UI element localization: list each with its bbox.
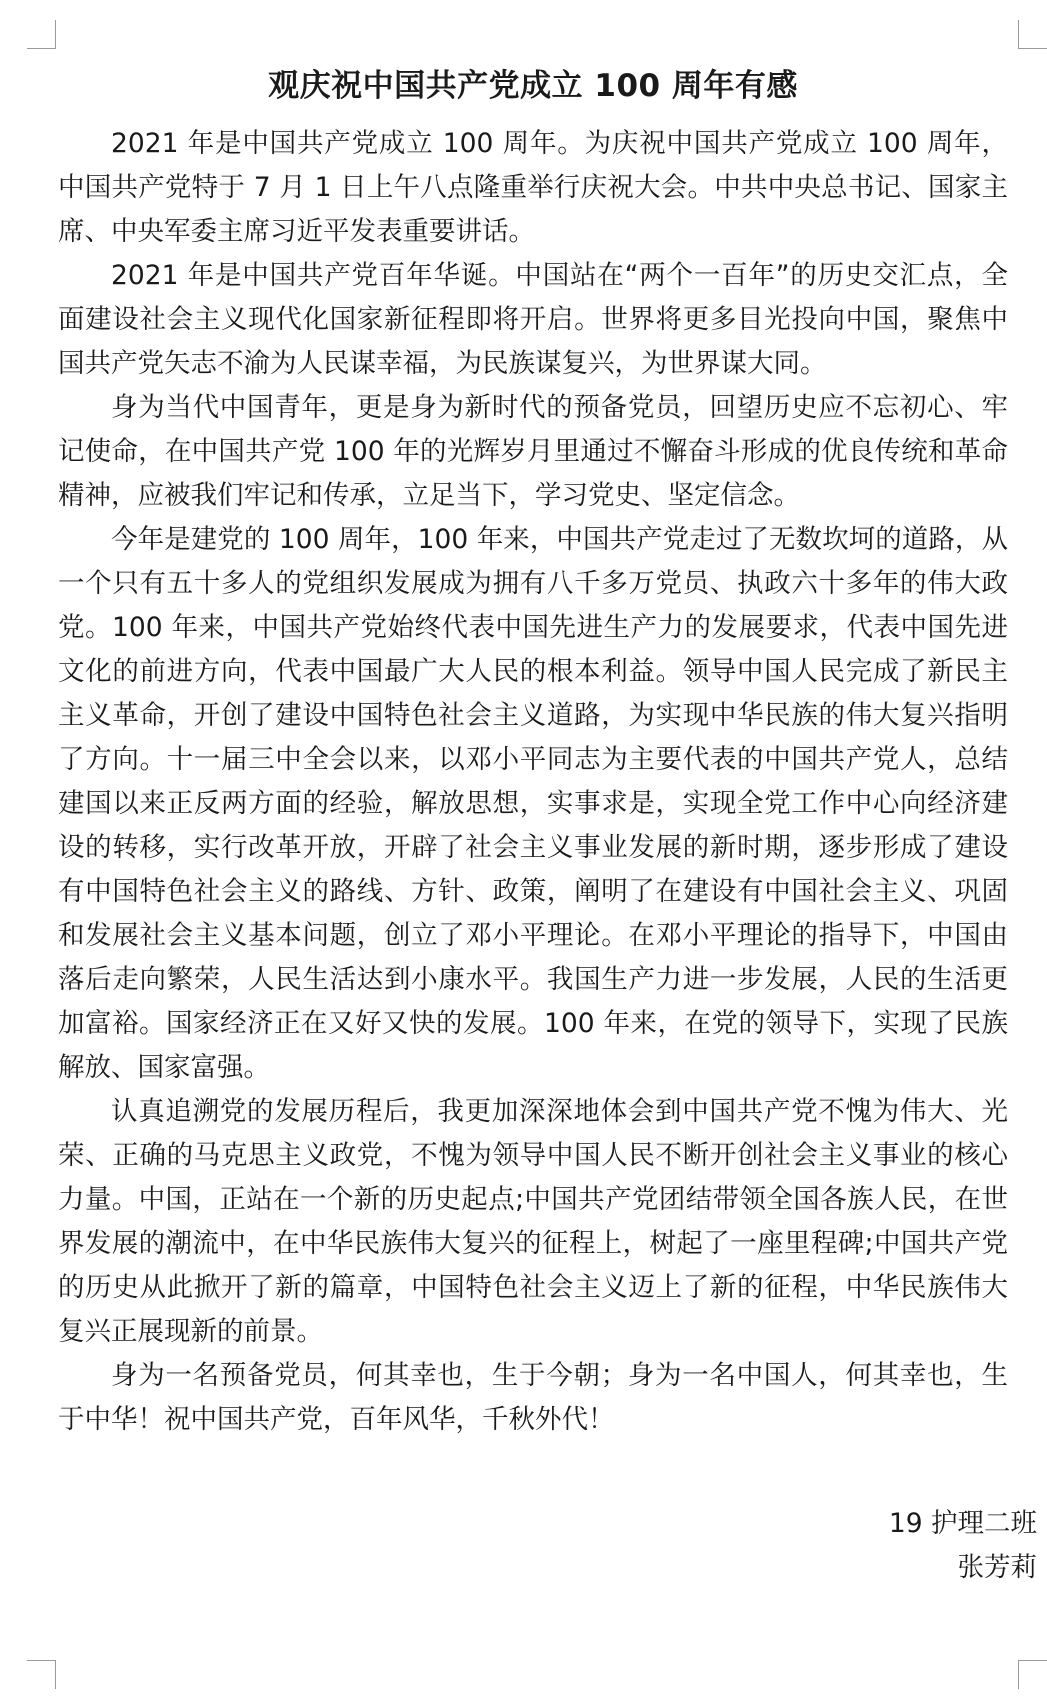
signature-author: 张芳莉 [957,1552,1037,1583]
document-body [58,122,1008,1442]
paragraph-2: 2021 年是中国共产党百年华诞。中国站在“两个一百年”的历史交汇点，全面建设社会主义现代化国家新征程即将开启。世界将更多目光投向中国，聚焦中国共产党矢志不渝为人民谋幸福，为民族谋复兴，为世界谋大同。 [58,260,1008,379]
paragraph-4: 今年是建党的 100 周年，100 年来，中国共产党走过了无数坎坷的道路，从一个只有五十多人的党组织发展成为拥有八千多万党员、执政六十多年的伟大政党。100 年来，中国共产党始终代表中国先进生产力的发展要求，代表中国先进文化的前进方向，代表中国最广大人民的根本利益。领导中国人民完成了新民主主义革命，开创了建设中国特色社会主义道路，为实现中华民族的伟大复兴指明了方向。十一届三中全会以来，以邓小平同志为主要代表的中国共产党人，总结建国以来正反两方面的经验，解放思想，实事求是，实现全党工作中心向经济建设的转移，实行改革开放，开辟了社会主义事业发展的新时期，逐步形成了建设有中国特色社会主义的路线、方针、政策，阐明了在建设有中国社会主义、巩固和发展社会主义基本问题，创立了邓小平理论。在邓小平理论的指导下，中国由落后走向繁荣，人民生活达到小康水平。我国生产力进一步发展，人民的生活更加富裕。国家经济正在又好又快的发展。100 年来，在党的领导下，实现了民族解放、国家富强。 [58,524,1008,1083]
signature-class: 19 护理二班 [888,1508,1037,1539]
paragraph-6: 身为一名预备党员，何其幸也，生于今朝；身为一名中国人，何其幸也，生于中华！祝中国共产党，百年风华，千秋外代！ [58,1360,1008,1435]
paragraph-1: 2021 年是中国共产党成立 100 周年。为庆祝中国共产党成立 100 周年，中国共产党特于 7 月 1 日上午八点隆重举行庆祝大会。中共中央总书记、国家主席、中央军委主席习近平发表重要讲话。 [58,128,1008,247]
crop-mark-top-right [1018,20,1047,49]
document-title: 观庆祝中国共产党成立 100 周年有感 [268,68,798,104]
signature-block [0,1502,1047,1590]
paragraph-5: 认真追溯党的发展历程后，我更加深深地体会到中国共产党不愧为伟大、光荣、正确的马克思主义政党，不愧为领导中国人民不断开创社会主义事业的核心力量。中国，正站在一个新的历史起点;中国共产党团结带领全国各族人民，在世界发展的潮流中，在中华民族伟大复兴的征程上，树起了一座里程碑;中国共产党的历史从此掀开了新的篇章，中国特色社会主义迈上了新的征程，中华民族伟大复兴正展现新的前景。 [58,1096,1008,1347]
crop-mark-bottom-left [27,1660,56,1689]
document-page [58,64,1008,1442]
crop-mark-top-left [27,20,56,49]
paragraph-3: 身为当代中国青年，更是身为新时代的预备党员，回望历史应不忘初心、牢记使命，在中国共产党 100 年的光辉岁月里通过不懈奋斗形成的优良传统和革命精神，应被我们牢记和传承，立足当下，学习党史、坚定信念。 [58,392,1008,511]
crop-mark-bottom-right [1018,1660,1047,1689]
